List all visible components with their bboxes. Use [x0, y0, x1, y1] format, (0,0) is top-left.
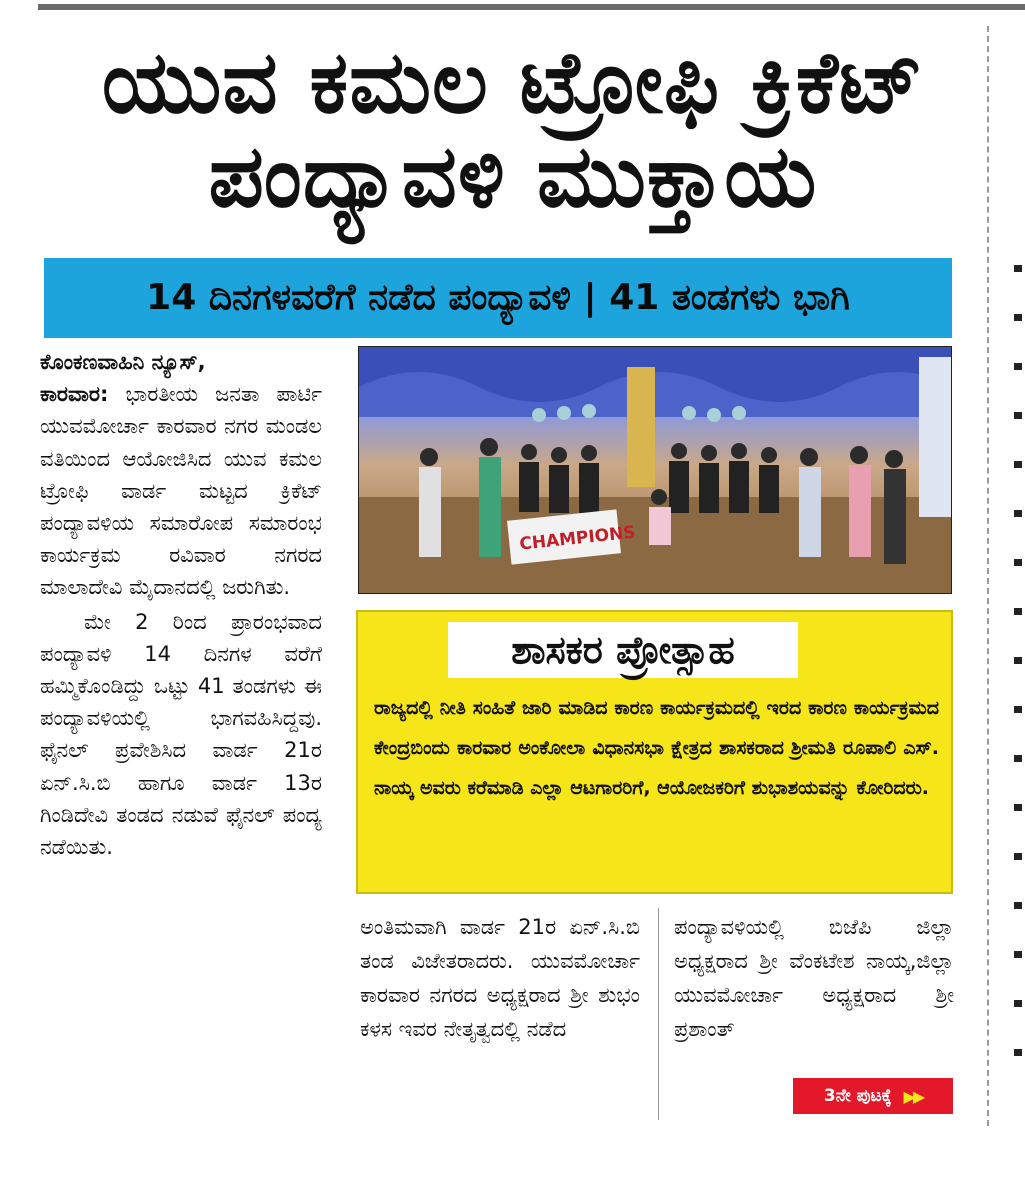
top-rule [38, 4, 1025, 10]
photo-banner-text: CHAMPIONS [518, 522, 637, 555]
box-body: ರಾಜ್ಯದಲ್ಲಿ ನೀತಿ ಸಂಹಿತೆ ಜಾರಿ ಮಾಡಿದ ಕಾರಣ ಕಾರ್ಯಕ್ರಮದಲ್ಲಿ ಇರದ ಕಾರಣ ಕಾರ್ಯಕ್ರಮದ ಕೇಂದ್ರಬಿಂದು ಕಾರವಾರ ಅಂಕೋಲಾ ವಿಧಾನಸಭಾ ಕ್ಷೇತ್ರದ ಶಾಸಕರಾದ ಶ್ರೀಮತಿ ರೂಪಾಲಿ ಎಸ್. ನಾಯ್ಕ ಅವರು ಕರೆಮಾಡಿ ಎಲ್ಲಾ ಆಟಗಾರರಿಗೆ, ಆಯೋಜಕರಿಗೆ ಶುಭಾಶಯವನ್ನು ಕೋರಿದರು. [374, 697, 939, 799]
article-paragraph-3: ಅಂತಿಮವಾಗಿ ವಾರ್ಡ 21ರ ಏನ್.ಸಿ.ಬಿ ತಂಡ ವಿಜೇತರಾದರು. ಯುವಮೋರ್ಚಾ ಕಾರವಾರ ನಗರದ ಅಧ್ಯಕ್ಷರಾದ ಶ್ರೀ ಶುಭಂ ಕಳಸ ಇವರ ನೇತೃತ್ವದಲ್ಲಿ ನಡೆದ [360, 915, 640, 1041]
double-arrow-icon: ▶▶ [903, 1086, 923, 1106]
news-photo [358, 346, 952, 594]
box-title: ಶಾಸಕರ ಪ್ರೋತ್ಸಾಹ [448, 622, 798, 678]
byline: ಕೊಂಕಣವಾಹಿನಿ ನ್ಯೂಸ್, [40, 350, 206, 374]
continued-label: 3ನೇ ಪುಟಕ್ಕೆ [823, 1086, 892, 1106]
photo-scene [359, 347, 952, 594]
adjacent-column-edge [1014, 265, 1025, 1125]
column-divider [658, 908, 659, 1120]
dateline: ಕಾರವಾರ: [40, 382, 109, 407]
article-column-left [40, 346, 322, 863]
headline-line-2: ಪಂದ್ಯಾವಳಿ ಮುಕ್ತಾಯ [208, 127, 818, 227]
article-paragraph-4: ಪಂದ್ಯಾವಳಿಯಲ್ಲಿ ಬಿಜೆಪಿ ಜಿಲ್ಲಾ ಅಧ್ಯಕ್ಷರಾದ ಶ್ರೀ ವೆಂಕಟೇಶ ನಾಯ್ಕ,ಜಿಲ್ಲಾ ಯುವಮೋರ್ಚಾ ಅಧ್ಯಕ್ಷರಾದ ಶ್ರೀ ಪ್ರಶಾಂತ್ [674, 915, 954, 1041]
article-paragraph-1: ಭಾರತೀಯ ಜನತಾ ಪಾರ್ಟಿ ಯುವಮೋರ್ಚಾ ಕಾರವಾರ ನಗರ ಮಂಡಲ ವತಿಯಿಂದ ಆಯೋಜಿಸಿದ ಯುವ ಕಮಲ ಟ್ರೋಫಿ ವಾರ್ಡ ಮಟ್ಟದ ಕ್ರಿಕೆಟ್ ಪಂದ್ಯಾವಳಿಯ ಸಮಾರೋಪ ಸಮಾರಂಭ ಕಾರ್ಯಕ್ರಮ ರವಿವಾರ ನಗರದ ಮಾಲಾದೇವಿ ಮೈದಾನದಲ್ಲಿ ಜರುಗಿತು. [40, 382, 322, 600]
continued-on-page-button[interactable] [793, 1078, 953, 1114]
article-paragraph-2: ಮೇ 2 ರಿಂದ ಪ್ರಾರಂಭವಾದ ಪಂದ್ಯಾವಳಿ 14 ದಿನಗಳ ವರೆಗೆ ಹಮ್ಮಿಕೊಂಡಿದ್ದು ಒಟ್ಟು 41 ತಂಡಗಳು ಈ ಪಂದ್ಯಾವಳಿಯಲ್ಲಿ ಭಾಗವಹಿಸಿದ್ದವು. ಫೈನಲ್ ಪ್ರವೇಶಿಸಿದ ವಾರ್ಡ 21ರ ಏನ್.ಸಿ.ಬಿ ಹಾಗೂ ವಾರ್ಡ 13ರ ಗಿಂಡಿದೇವಿ ತಂಡದ ನಡುವೆ ಫೈನಲ್ ಪಂದ್ಯ ನಡೆಯಿತು. [40, 609, 322, 860]
subheadline-banner: 14 ದಿನಗಳವರೆಗೆ ನಡೆದ ಪಂದ್ಯಾವಳಿ | 41 ತಂಡಗಳು ಭಾಗಿ [44, 258, 952, 338]
headline-line-1: ಯುವ ಕಮಲ ಟ್ರೋಫಿ ಕ್ರಿಕೆಟ್ [101, 33, 925, 133]
mla-encouragement-box [356, 610, 953, 894]
page-divider [987, 26, 990, 1126]
